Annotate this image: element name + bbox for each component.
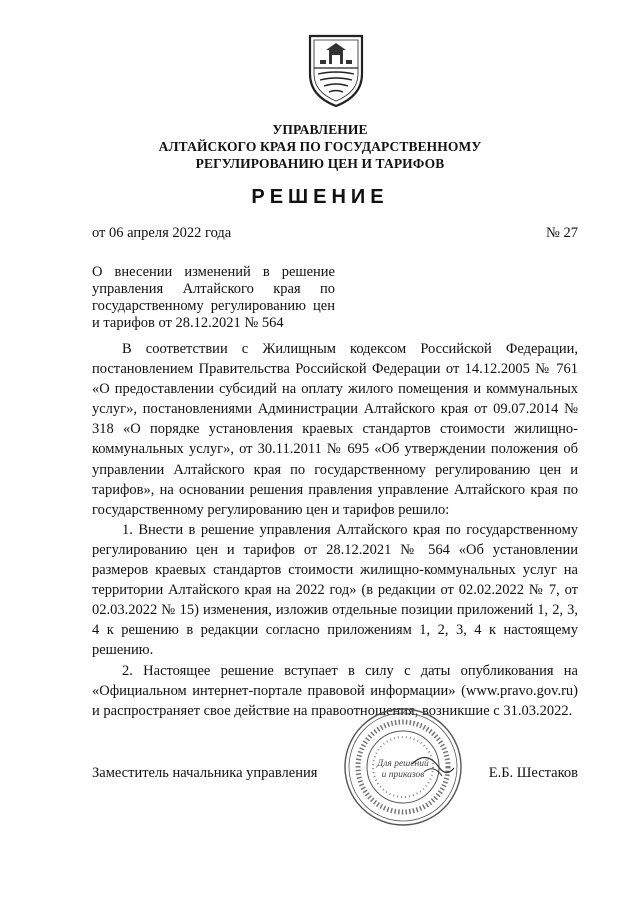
document-number: № 27 — [546, 225, 578, 241]
organization-header — [0, 121, 640, 172]
signatory-title: Заместитель начальника управления — [92, 765, 318, 781]
document-subject: О внесении изменений в решение управления Алтайского края по государственному регулированию цен и тарифов от 28.12.2021 № 564 — [92, 264, 335, 331]
document-type-title: РЕШЕНИЕ — [251, 186, 389, 208]
seal-text-line-1: Для решений — [377, 759, 429, 769]
item-2-paragraph: 2. Настоящее решение вступает в силу с даты опубликования на «Официальном интернет-портале правовой информации» (www.pravo.gov.ru) и распространяет свое действие на правоотношения, возникшие с 31.03.2022. — [92, 662, 578, 719]
seal-text-line-2: и приказов — [381, 770, 425, 780]
document-date: от 06 апреля 2022 года — [92, 225, 232, 241]
item-1-paragraph: 1. Внести в решение управления Алтайского края по государственному регулированию цен и тарифов от 28.12.2021 № 564 «Об установлении размеров краевых стандартов стоимости жилищно-коммунальных услуг на территории Алтайского края на 2022 год» (в редакции от 02.02.2022 № 7, от 02.03.2022 № 15) изменения, изложив отдельные позиции приложений 1, 2, 3, 4 к решению в редакции согласно приложениям 1, 2, 3, 4 к настоящему решению. — [92, 521, 578, 659]
coat-of-arms-icon — [304, 30, 368, 110]
header-line-2: АЛТАЙСКОГО КРАЯ ПО ГОСУДАРСТВЕННОМУ — [158, 139, 482, 154]
document-body — [92, 339, 578, 721]
header-line-1: УПРАВЛЕНИЕ — [272, 122, 368, 137]
header-line-3: РЕГУЛИРОВАНИЮ ЦЕН И ТАРИФОВ — [195, 156, 445, 171]
preamble-paragraph: В соответствии с Жилищным кодексом Российской Федерации, постановлением Правительства Российской Федерации от 14.12.2005 № 761 «О предоставлении субсидий на оплату жилого помещения и коммунальных услуг», постановлениями Администрации Алтайского края от 09.07.2014 № 318 «О порядке установления краевых стандартов стоимости жилищно-коммунальных услуг», от 30.11.2011 № 695 «Об утверждении положения об управлении Алтайского края по государственному регулированию цен и тарифов», на основании решения правления управление Алтайского края по государственному регулированию цен и тарифов решило: — [92, 341, 578, 518]
signatory-name: Е.Б. Шестаков — [488, 765, 578, 781]
official-seal-stamp — [342, 706, 464, 828]
